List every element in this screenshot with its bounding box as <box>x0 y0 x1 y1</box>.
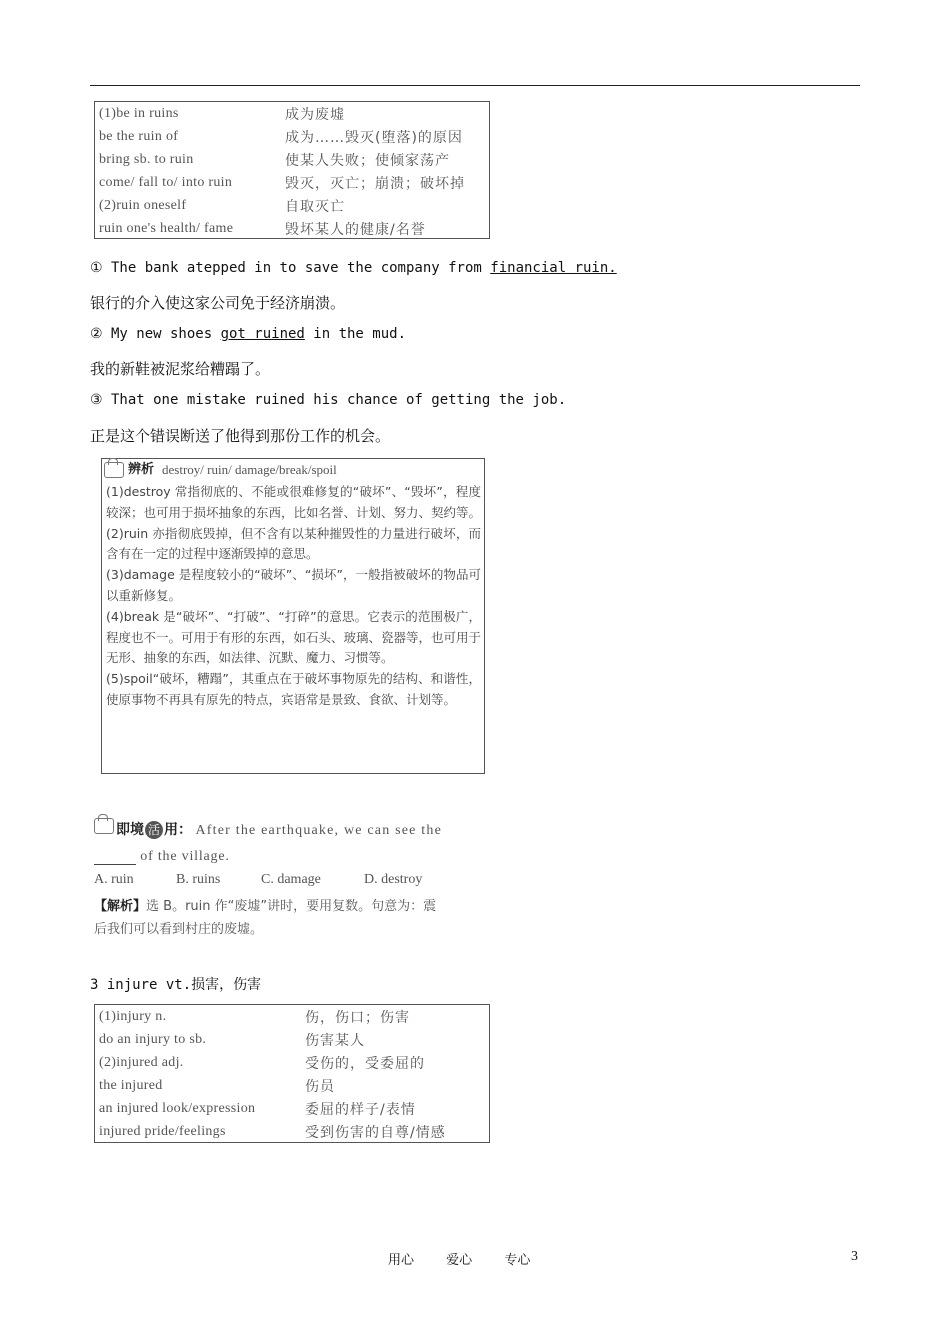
table-row <box>95 148 489 171</box>
clip-icon <box>94 818 114 834</box>
phrase-en: do an injury to sb. <box>99 1031 207 1047</box>
phrase-en: (1)be in ruins <box>99 105 179 121</box>
analysis-paragraph: (4)break 是“破坏”、“打破”、“打碎”的意思。它表示的范围极广，程度也不一。可用于有形的东西，如石头、玻璃、瓷器等，也可用于无形、抽象的东西，如法律、沉默、魔力、习惯等。 <box>106 608 482 666</box>
phrase-en: ruin one's health/ fame <box>99 220 234 236</box>
phrase-en: come/ fall to/ into ruin <box>99 174 233 190</box>
footer-item: 爱心 <box>446 1253 473 1268</box>
phrase-zh: 自取灭亡 <box>285 198 345 215</box>
page-footer <box>388 1249 558 1268</box>
phrase-en: (1)injury n. <box>99 1008 167 1024</box>
exercise-option: B. ruins <box>176 872 221 887</box>
phrase-en: be the ruin of <box>99 128 179 144</box>
analysis-box <box>101 458 485 774</box>
example-1-zh: 银行的介入使这家公司免于经济崩溃。 <box>90 294 346 312</box>
example-3-en: ③ That one mistake ruined his chance of getting the job. <box>90 392 567 408</box>
exercise-option: D. destroy <box>364 872 423 887</box>
phrase-en: bring sb. to ruin <box>99 151 194 167</box>
example-3-zh: 正是这个错误断送了他得到那份工作的机会。 <box>90 427 391 445</box>
exercise-explanation-1: 【解析】选 B。ruin 作“废墟”讲时，要用复数。句意为：震 <box>94 899 437 914</box>
phrase-zh: 使某人失败；使倾家荡产 <box>285 152 450 169</box>
phrase-zh: 受到伤害的自尊/情感 <box>305 1124 446 1141</box>
ruin-phrase-table <box>94 101 490 239</box>
injure-phrase-table <box>94 1004 490 1143</box>
phrase-zh: 毁灭，灭亡；崩溃；破坏掉 <box>285 175 465 192</box>
phrase-en: (2)injured adj. <box>99 1054 184 1070</box>
phrase-en: (2)ruin oneself <box>99 197 187 213</box>
clip-icon <box>104 462 124 478</box>
table-row <box>95 1120 489 1143</box>
page-number: 3 <box>851 1249 858 1264</box>
phrase-zh: 受伤的，受委屈的 <box>305 1055 425 1072</box>
exercise-question-line-1: 即境 活 用： After the earthquake, we can see the <box>94 818 442 839</box>
phrase-zh: 伤，伤口；伤害 <box>305 1009 410 1026</box>
footer-item: 用心 <box>388 1253 415 1268</box>
phrase-zh: 成为废墟 <box>285 106 345 123</box>
table-row <box>95 102 489 125</box>
analysis-paragraph: (2)ruin 亦指彻底毁掉，但不含有以某种摧毁性的力量进行破坏，而含有在一定的过程中逐渐毁掉的意思。 <box>106 525 481 562</box>
phrase-zh: 毁坏某人的健康/名誉 <box>285 221 426 238</box>
phrase-zh: 委屈的样子/表情 <box>305 1101 416 1118</box>
phrase-zh: 伤员 <box>305 1078 335 1095</box>
exercise-explanation-2: 后我们可以看到村庄的废墟。 <box>94 922 264 937</box>
phrase-en: the injured <box>99 1077 163 1093</box>
analysis-paragraph: (3)damage 是程度较小的“破坏”、“损坏”，一般指被破坏的物品可以重新修复。 <box>106 567 481 603</box>
example-1-en: ① The bank atepped in to save the company from financial ruin. <box>90 260 617 276</box>
table-row <box>95 171 489 194</box>
table-row <box>95 217 489 240</box>
analysis-words: destroy/ ruin/ damage/break/spoil <box>162 462 337 477</box>
table-row <box>95 1074 489 1097</box>
answer-blank: ______ <box>94 849 136 864</box>
analysis-header <box>104 460 337 481</box>
analysis-paragraph: (5)spoil“破坏，糟蹋”，其重点在于破坏事物原先的结构、和谐性，使原事物不再具有原先的特点，宾语常是景致、食欲、计划等。 <box>106 671 481 707</box>
exercise-question-line-2: ______ of the village. <box>94 849 230 864</box>
ruin-table <box>95 102 489 240</box>
table-row <box>95 1097 489 1120</box>
table-row <box>95 125 489 148</box>
header-rule <box>90 85 860 86</box>
phrase-en: an injured look/expression <box>99 1100 256 1116</box>
table-row <box>95 1028 489 1051</box>
phrase-zh: 成为……毁灭(堕落)的原因 <box>285 129 463 146</box>
phrase-en: injured pride/feelings <box>99 1123 226 1139</box>
injure-heading: 3 injure vt.损害，伤害 <box>90 977 262 993</box>
exercise-option: A. ruin <box>94 872 134 887</box>
phrase-zh: 伤害某人 <box>305 1032 365 1049</box>
table-row <box>95 1051 489 1074</box>
exercise-option: C. damage <box>261 872 321 887</box>
example-2-zh: 我的新鞋被泥浆给糟蹋了。 <box>90 360 271 378</box>
table-row <box>95 1005 489 1028</box>
huo-badge: 活 <box>145 821 163 839</box>
table-row <box>95 194 489 217</box>
analysis-tag: 辨析 <box>128 462 155 477</box>
example-2-en: ② My new shoes got ruined in the mud. <box>90 326 407 342</box>
analysis-paragraph: (1)destroy 常指彻底的、不能或很难修复的“破坏”、“毁坏”，程度较深；也可用于损坏抽象的东西，比如名誉、计划、努力、契约等。 <box>106 484 482 520</box>
footer-item: 专心 <box>504 1253 531 1268</box>
injure-table <box>95 1005 489 1143</box>
analysis-body <box>106 482 481 711</box>
